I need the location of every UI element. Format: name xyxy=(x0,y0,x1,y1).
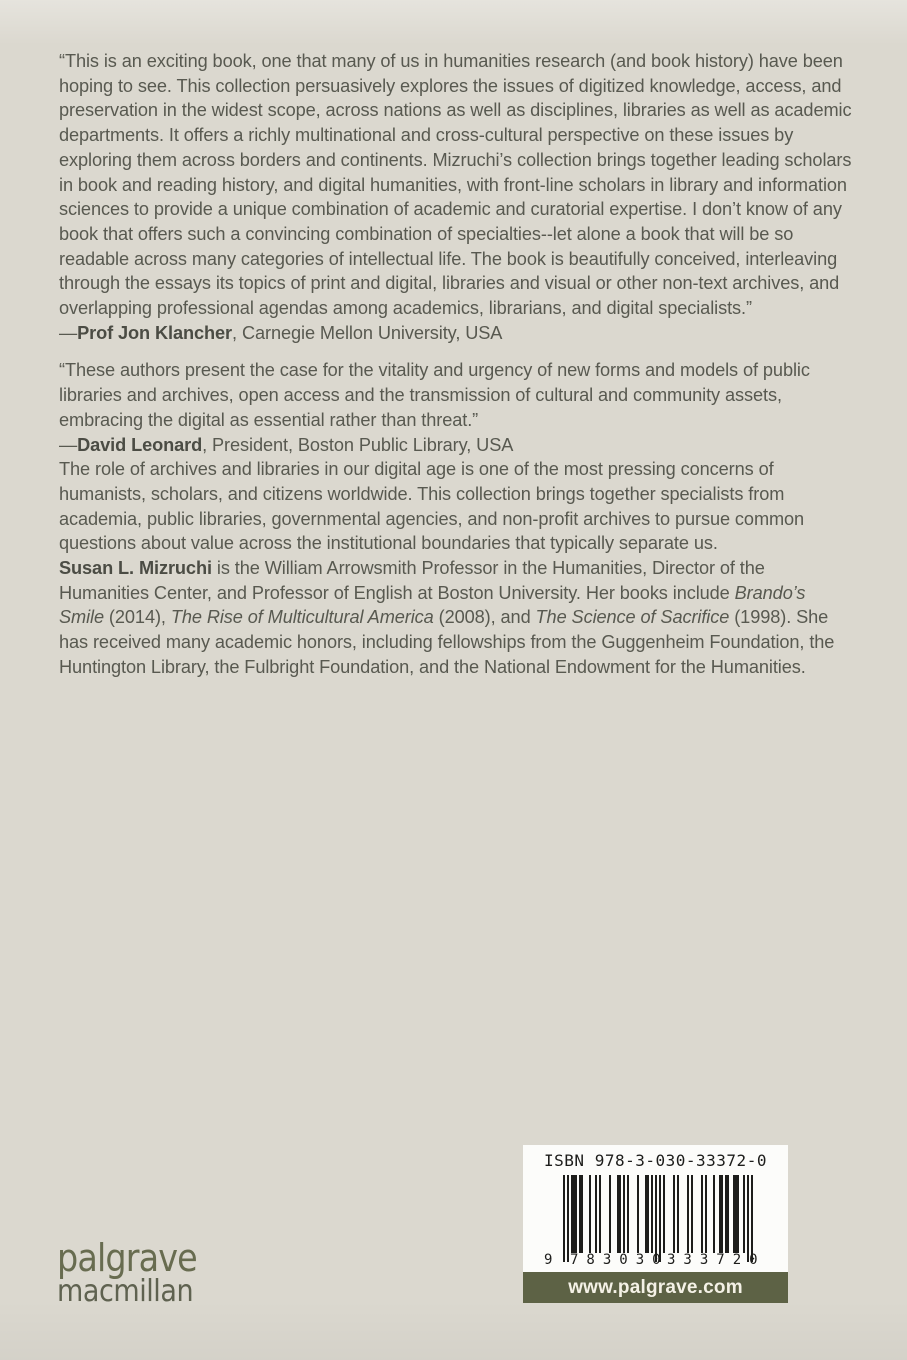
back-cover-text xyxy=(59,49,852,680)
reviewer-name-1: Prof Jon Klancher xyxy=(77,322,233,343)
review-quote-1-text: “This is an exciting book, one that many of us in humanities research (and book history) have been hoping to see. This collection persuasively explores the issues of digitized knowledge, access, and preservation in the widest scope, across nations as well as disciplines, libraries as well as academic departments. It offers a richly multinational and cross-cultural perspective on these issues by exploring them across borders and continents. Mizruchi’s collection brings together leading scholars in book and reading history, and digital humanities, with front-line scholars in library and information sciences to provide a unique combination of academic and curatorial expertise. I don’t know of any book that offers such a convincing combination of specialties--let alone a book that will be so readable across many categories of intellectual life. The book is beautifully conceived, interleaving through the essays its topics of print and digital, libraries and visual or other non-text archives, and overlapping professional agendas among academics, librarians, and digital specialists.” xyxy=(59,51,852,319)
barcode-panel xyxy=(523,1145,788,1272)
barcode-digits-left: 783030 xyxy=(570,1252,669,1268)
reviewer-affiliation-2: , President, Boston Public Library, USA xyxy=(202,434,514,455)
publisher-name-palgrave: palgrave xyxy=(57,1236,197,1280)
barcode-block xyxy=(523,1145,788,1303)
bio-segment: (2008), and xyxy=(433,607,536,628)
book-description: The role of archives and libraries in our digital age is one of the most pressing concerns of humanists, scholars, and citizens worldwide. This collection brings together specialists from academia, public libraries, governmental agencies, and non-profit archives to pursue common questions about value across the institutional boundaries that typically separate us. xyxy=(59,459,805,554)
website-band xyxy=(523,1272,788,1303)
review-quote-2-text: “These authors present the case for the vitality and urgency of new forms and models of public libraries and archives, open access and the transmission of cultural and community assets, embracing the digital as essential rather than threat.” xyxy=(59,360,810,430)
reviewer-name-2: David Leonard xyxy=(77,434,203,455)
barcode-digit-lead: 9 xyxy=(544,1252,553,1268)
reviewer-affiliation-1: , Carnegie Mellon University, USA xyxy=(232,322,503,343)
bio-segment: is the William Arrowsmith Professor in the Humanities, Director of the Humanities Center, and Professor of English at Boston University. Her books include xyxy=(59,558,765,603)
review-quote-2-attribution xyxy=(59,433,852,458)
barcode-digits-right: 333720 xyxy=(667,1252,766,1268)
em-dash: — xyxy=(59,434,78,455)
em-dash: — xyxy=(59,322,78,343)
isbn-label: ISBN 978-3-030-33372-0 xyxy=(544,1151,767,1170)
bio-segment: The Science of Sacrifice xyxy=(535,607,730,628)
review-quote-1 xyxy=(59,49,852,345)
website-url: www.palgrave.com xyxy=(568,1276,743,1298)
bio-segment: Brando’s Smile xyxy=(59,582,806,628)
bio-segment: The Rise of Multicultural America xyxy=(170,607,434,628)
author-bio xyxy=(59,556,852,680)
review-quote-2 xyxy=(59,358,852,457)
bio-segment: (2014), xyxy=(103,607,171,628)
review-quote-1-attribution xyxy=(59,321,852,346)
bio-segment: Susan L. Mizruchi xyxy=(59,558,212,579)
publisher-name-macmillan: macmillan xyxy=(57,1274,194,1309)
publisher-logo xyxy=(57,1236,216,1309)
bio-segment: (1998). She has received many academic honors, including fellowships from the Guggenheim Foundation, the Huntington Library, the Fulbright Foundation, and the National Endowment for the Humanities. xyxy=(59,607,835,677)
